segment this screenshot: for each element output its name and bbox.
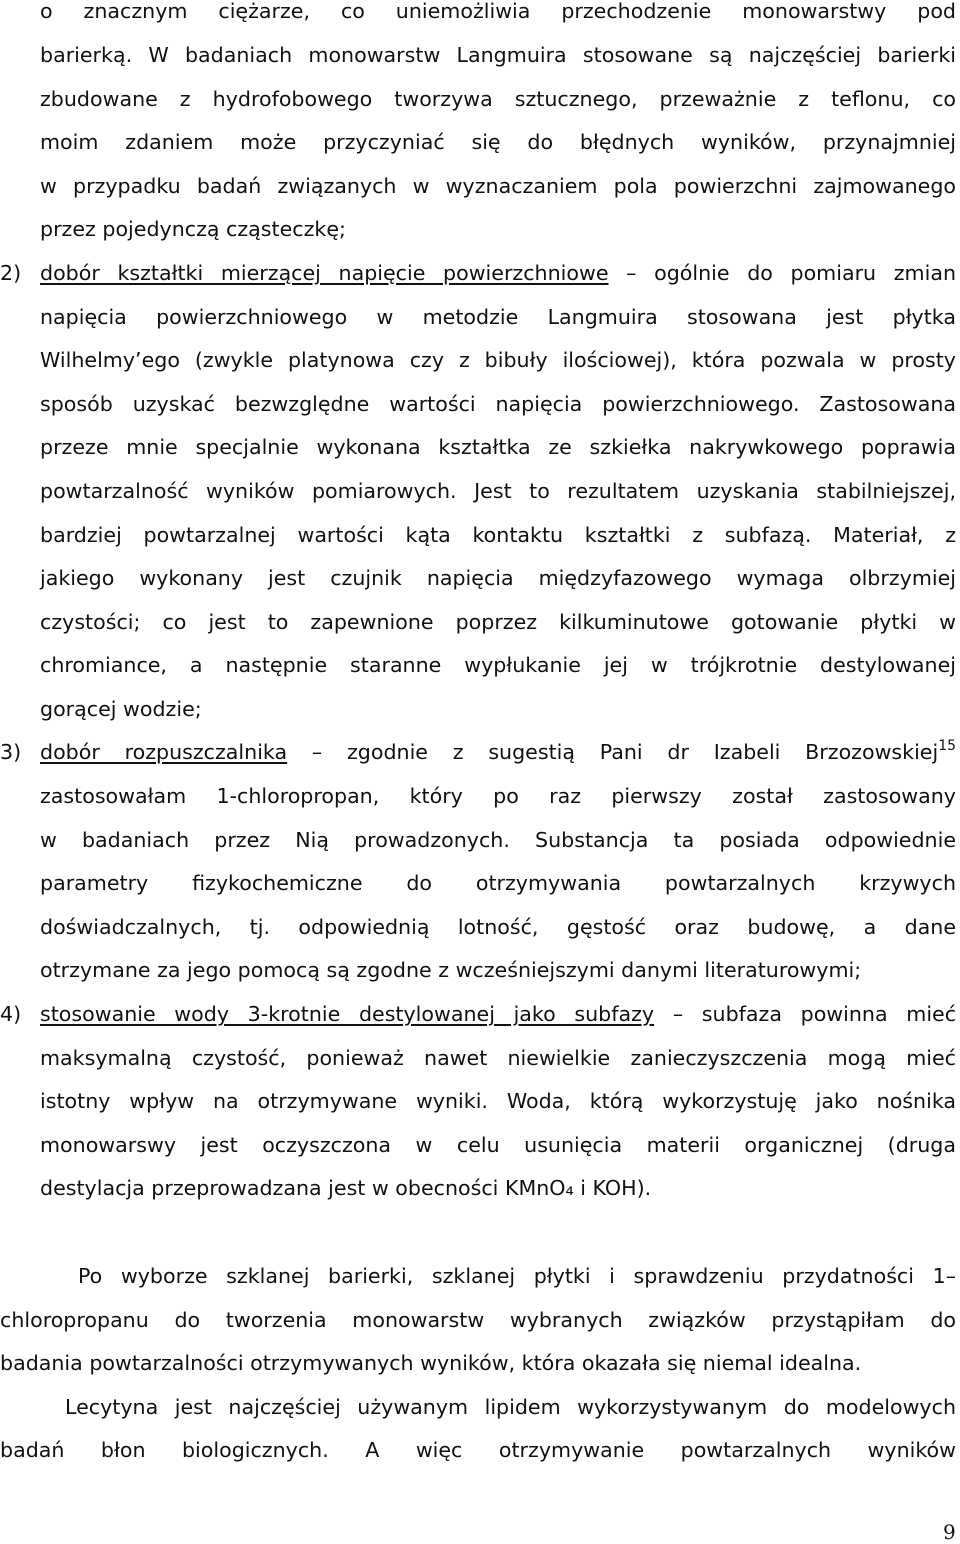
text-line: czystości; co jest to zapewnione poprzez kilkuminutowe gotowanie płytki w (40, 610, 956, 634)
text-line: zbudowane z hydrofobowego tworzywa sztucznego, przeważnie z teflonu, co (40, 87, 956, 111)
text-line: bardziej powtarzalnej wartości kąta kontaktu kształtki z subfazą. Materiał, z (40, 523, 956, 547)
text-line: Wilhelmy’ego (zwykle platynowa czy z bibuły ilościowej), która pozwala w prosty (40, 348, 956, 372)
text-line: barierką. W badaniach monowarstw Langmuira stosowane są najczęściej barierki (40, 43, 956, 67)
text-line: sposób uzyskać bezwzględne wartości napięcia powierzchniowego. Zastosowana (40, 392, 956, 416)
text-line: destylacja przeprowadzana jest w obecności KMnO₄ i KOH). (40, 1176, 652, 1200)
paragraph-first-line: Po wyborze szklanej barierki, szklanej płytki i sprawdzeniu przydatności 1– (78, 1264, 956, 1288)
text-line: o znacznym ciężarze, co uniemożliwia przechodzenie monowarstwy pod (40, 0, 956, 23)
text-line: przeze mnie specjalnie wykonana kształtka ze szkiełka nakrywkowego poprawia (40, 435, 956, 459)
text-line: zastosowałam 1-chloropropan, który po raz pierwszy został zastosowany (40, 784, 956, 808)
text-line: badań błon biologicznych. A więc otrzymywanie powtarzalnych wyników (0, 1438, 956, 1462)
dash: – (672, 1002, 684, 1026)
text-line: parametry fizykochemiczne do otrzymywania powtarzalnych krzywych (40, 871, 956, 895)
list-item-heading: stosowanie wody 3-krotnie destylowanej jako subfazy (40, 1002, 655, 1026)
list-item-heading: dobór rozpuszczalnika (40, 740, 288, 764)
paragraph-first-line: Lecytyna jest najczęściej używanym lipidem wykorzystywanym do modelowych (65, 1395, 956, 1419)
text-line: gorącej wodzie; (40, 697, 202, 721)
text-line: napięcia powierzchniowego w metodzie Langmuira stosowana jest płytka (40, 305, 956, 329)
text-line: otrzymane za jego pomocą są zgodne z wcześniejszymi danymi literaturowymi; (40, 958, 862, 982)
list-item-number: 4) (0, 1002, 22, 1026)
dash: – (311, 740, 323, 764)
list-item-number: 2) (0, 261, 22, 285)
text-fragment: ogólnie do pomiaru zmian (654, 261, 957, 285)
text-line: istotny wpływ na otrzymywane wyniki. Woda, którą wykorzystuję jako nośnika (40, 1089, 956, 1113)
text-line: w przypadku badań związanych w wyznaczaniem pola powierzchni zajmowanego (40, 174, 956, 198)
list-item-first-line (40, 731, 956, 775)
text-line: powtarzalność wyników pomiarowych. Jest to rezultatem uzyskania stabilniejszej, (40, 479, 956, 503)
text-line: chloropropanu do tworzenia monowarstw wybranych związków przystąpiłam do (0, 1308, 956, 1332)
list-item-number: 3) (0, 740, 22, 764)
text-line: doświadczalnych, tj. odpowiednią lotność, gęstość oraz budowę, a dane (40, 915, 956, 939)
text-line: monowarswy jest oczyszczona w celu usunięcia materii organicznej (druga (40, 1133, 956, 1157)
text-line: moim zdaniem może przyczyniać się do błędnych wyników, przynajmniej (40, 130, 956, 154)
list-item-first-line (40, 993, 956, 1037)
list-item-heading: dobór kształtki mierzącej napięcie powierzchniowe (40, 261, 609, 285)
text-line: w badaniach przez Nią prowadzonych. Substancja ta posiada odpowiednie (40, 828, 956, 852)
text-line: maksymalną czystość, ponieważ nawet niewielkie zanieczyszczenia mogą mieć (40, 1046, 956, 1070)
text-fragment: subfaza powinna mieć (701, 1002, 957, 1026)
text-line: jakiego wykonany jest czujnik napięcia międzyfazowego wymaga olbrzymiej (40, 566, 956, 590)
text-line: badania powtarzalności otrzymywanych wyników, która okazała się niemal idealna. (0, 1351, 862, 1375)
page-number: 9 (943, 1520, 956, 1544)
list-item-first-line (40, 252, 956, 296)
text-line: przez pojedynczą cząsteczkę; (40, 217, 346, 241)
text-line: chromiance, a następnie staranne wypłukanie jej w trójkrotnie destylowanej (40, 653, 956, 677)
footnote-reference: 15 (938, 738, 957, 754)
dash: – (626, 261, 637, 285)
text-fragment: zgodnie z sugestią Pani dr Izabeli Brzozowskiej (346, 740, 939, 764)
